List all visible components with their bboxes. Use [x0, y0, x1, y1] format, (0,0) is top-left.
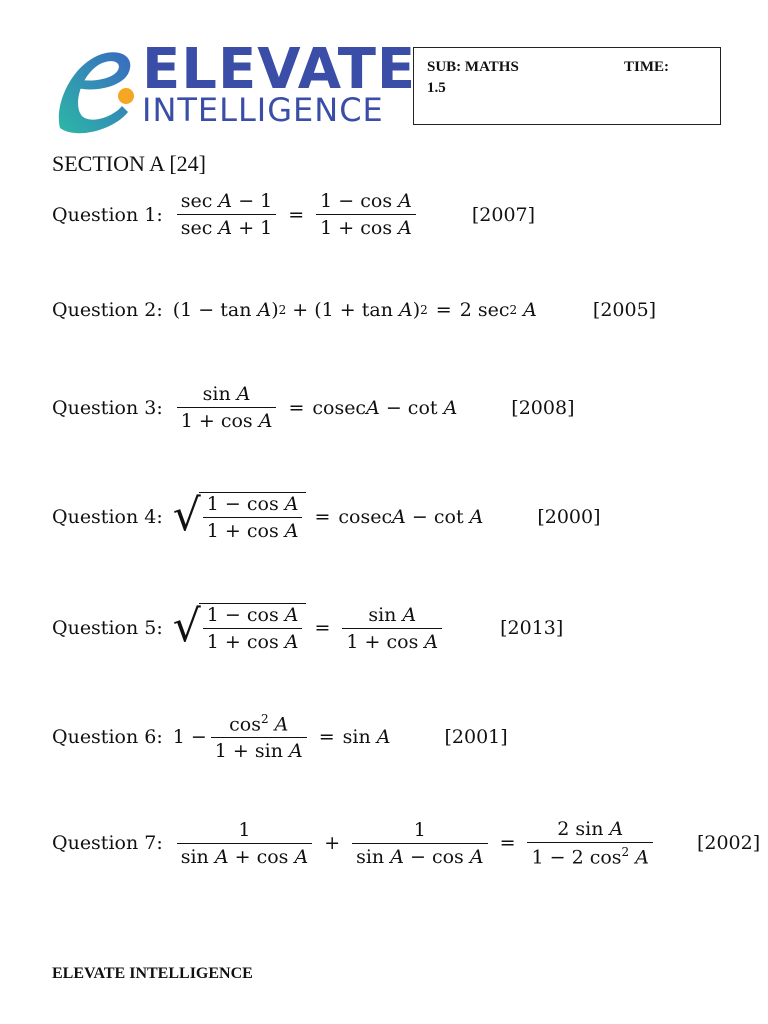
question-label: Question 2:	[52, 299, 163, 321]
question-label: Question 5:	[52, 617, 163, 639]
question-label: Question 6:	[52, 726, 163, 749]
subject-label: SUB: MATHS	[427, 59, 519, 75]
question-equation: $\frac{\text{sin A}}{\text{1 + cos A}}$ = cosec A − cot A	[173, 383, 458, 432]
time-value: 1.5	[427, 80, 446, 96]
question-equation: $\frac{1}{\text{sin A + cos A}}$ + $\frac{1}{\text{sin A − cos A}}$ = $\frac{\text{2 sin A}}{1 - 2 \cos^2 A}$	[173, 818, 657, 868]
question-year: [2008]	[511, 396, 575, 419]
question-5	[52, 603, 563, 653]
footer-text: ELEVATE INTELLIGENCE	[52, 965, 253, 982]
question-2	[52, 299, 656, 321]
question-equation: 1 − $\frac{\cos^2 A}{\text{1 + sin A}}$ = sin A	[172, 712, 391, 763]
question-year: [2001]	[444, 726, 508, 749]
section-title: SECTION A [24]	[52, 151, 206, 176]
question-equation: √ $\frac{\text{1 − cos A}}{\text{1 + cos A}}$ = $\frac{\text{sin A}}{\text{1 + cos A}}$	[173, 603, 446, 653]
question-year: [2000]	[537, 506, 601, 528]
question-equation: (1 − tan A ) 2 + (1 + tan A ) 2 = 2 sec 2 A	[172, 299, 537, 321]
question-equation: √ $\frac{\text{1 − cos A}}{\text{1 + cos A}}$ = cosec A − cot A	[172, 490, 484, 542]
question-year: [2005]	[592, 299, 657, 321]
question-4	[52, 492, 601, 542]
question-equation: $\frac{\text{sec A − 1}}{\text{sec A + 1}}$ = $\frac{\text{1 − cos A}}{\text{1 + cos A}}$	[173, 190, 420, 239]
question-label: Question 1:	[52, 203, 163, 226]
question-year: [2013]	[500, 617, 564, 639]
logo-word-elevate: ELEVATE	[142, 37, 417, 102]
question-3	[52, 383, 574, 432]
time-label: TIME:	[624, 59, 669, 75]
question-year: [2002]	[696, 832, 761, 855]
question-1	[52, 190, 535, 239]
question-label: Question 7:	[52, 832, 163, 855]
logo-word-intelligence: INTELLIGENCE	[142, 91, 384, 129]
exam-info-box	[413, 47, 721, 125]
question-year: [2007]	[471, 203, 536, 226]
question-label: Question 4:	[52, 506, 163, 528]
question-7	[52, 818, 760, 868]
question-6	[52, 712, 508, 762]
question-label: Question 3:	[52, 396, 163, 419]
